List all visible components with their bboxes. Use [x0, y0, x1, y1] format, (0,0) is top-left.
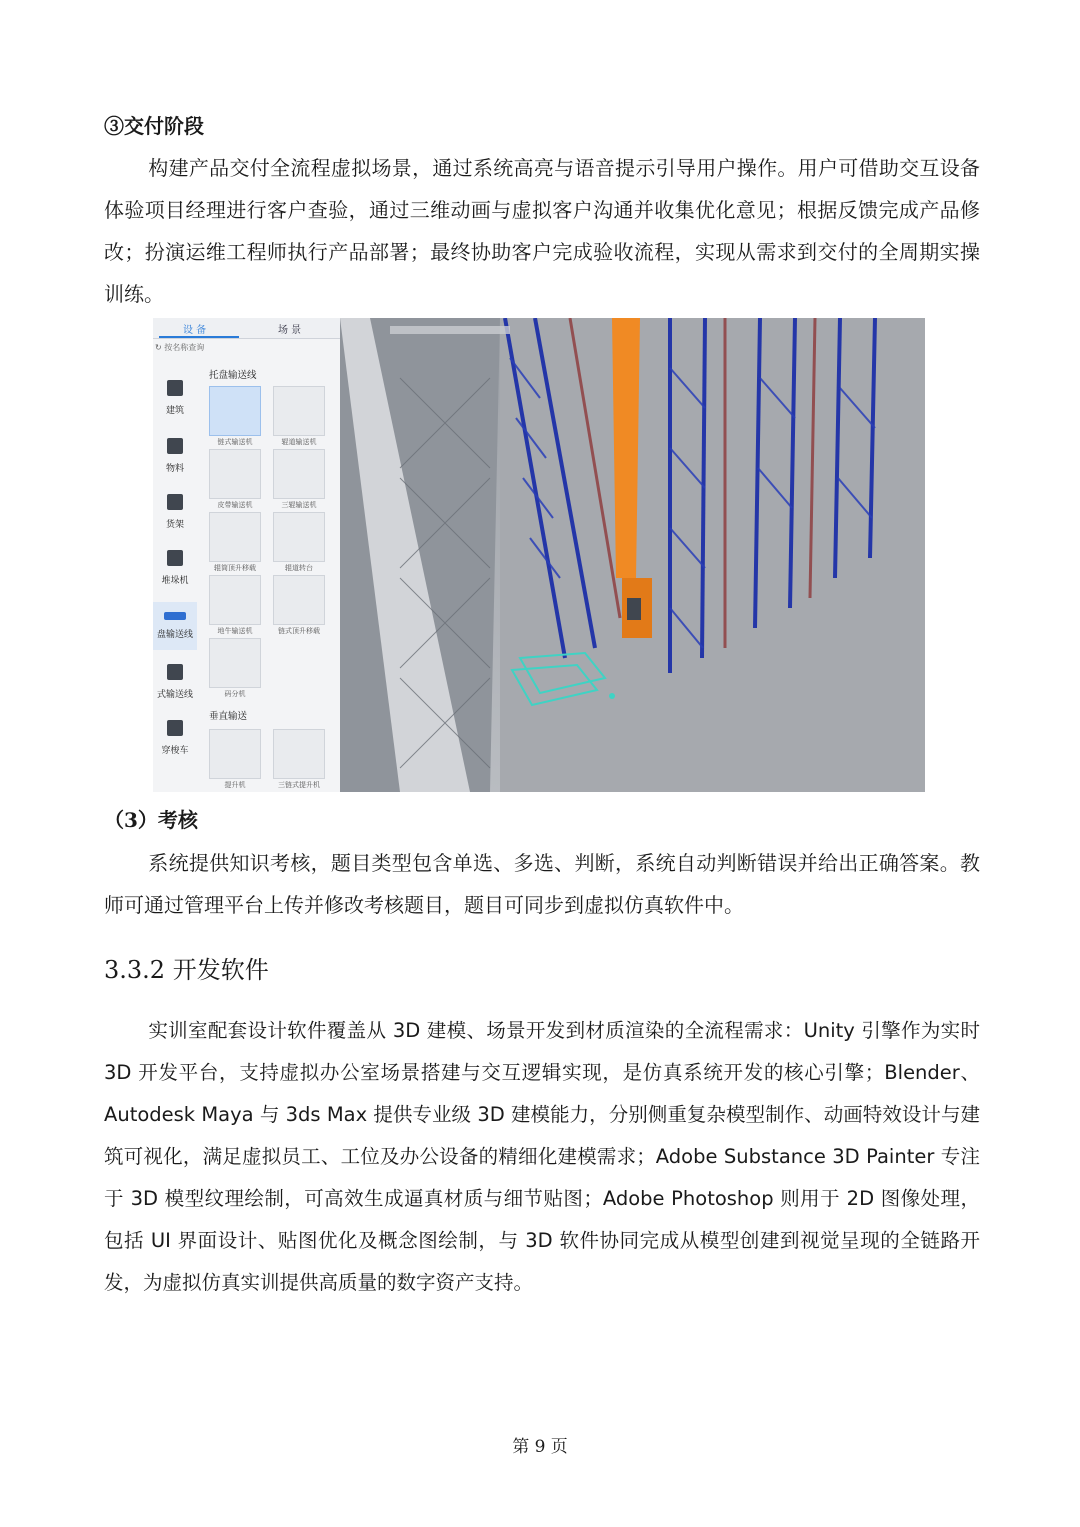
shuttle-icon [167, 720, 183, 736]
section-title: 3.3.2 开发软件 [104, 956, 269, 984]
equipment-tile[interactable] [273, 386, 325, 448]
active-tab-indicator [159, 336, 239, 338]
search-icon: ↻ [155, 343, 165, 352]
equipment-thumbnail [209, 512, 261, 562]
category-label: 式输送线 [156, 690, 193, 700]
3d-warehouse-viewport[interactable] [340, 318, 925, 792]
delivery-stage-paragraph [104, 147, 980, 315]
equipment-caption: 辊筒顶升移载 [214, 564, 256, 572]
category-label: 建筑 [165, 406, 184, 416]
building-icon [167, 380, 183, 396]
category-pallet-conveyor[interactable] [153, 602, 197, 650]
equipment-caption: 辊道转台 [285, 564, 313, 572]
category-material[interactable] [153, 434, 197, 482]
equipment-panel [153, 318, 341, 792]
group-title-vertical: 垂直输送 [209, 711, 248, 722]
equipment-caption: 皮带输送机 [217, 501, 253, 509]
equipment-thumbnail [209, 449, 261, 499]
category-stacker[interactable] [153, 546, 197, 594]
equipment-tile[interactable] [273, 449, 325, 511]
equipment-thumbnail [273, 512, 325, 562]
search-input[interactable] [155, 342, 204, 353]
category-chain-conveyor[interactable] [153, 660, 197, 708]
equipment-tile[interactable] [209, 449, 261, 511]
material-icon [167, 438, 183, 454]
category-shuttle[interactable] [153, 716, 197, 764]
page-number: 第 9 页 [512, 1437, 568, 1457]
category-label: 盘输送线 [156, 630, 193, 640]
warehouse-scene-image [340, 318, 925, 792]
stacker-icon [167, 550, 183, 566]
equipment-caption: 三辊输送机 [281, 501, 317, 509]
software-screenshot-figure [153, 318, 925, 792]
equipment-tile[interactable] [273, 729, 325, 791]
assessment-heading: （3）考核 [104, 808, 198, 832]
equipment-tile[interactable] [209, 575, 261, 637]
equipment-caption: 辊道输送机 [281, 438, 317, 446]
equipment-thumbnail [273, 575, 325, 625]
category-label: 货架 [165, 520, 184, 530]
category-label: 物料 [165, 464, 184, 474]
assessment-text: 系统提供知识考核，题目类型包含单选、多选、判断，系统自动判断错误并给出正确答案。教师可通过管理平台上传并修改考核题目，题目可同步到虚拟仿真软件中。 [104, 851, 980, 917]
software-text: 实训室配套设计软件覆盖从 3D 建模、场景开发到材质渲染的全流程需求：Unity 引擎作为实时 3D 开发平台，支持虚拟办公室场景搭建与交互逻辑实现，是仿真系统开发的核心引擎；Blender、Autodesk Maya 与 3ds Max 提供专业级 3D 建模能力，分别侧重复杂模型制作、动画特效设计与建筑可视化，满足虚拟员工、工位及办公设备的精细化建模需求；Adobe Substance 3D Painter 专注于 3D 模型纹理绘制，可高效生成逼真材质与细节贴图；Adobe Photoshop 则用于 2D 图像处理，包括 UI 界面设计、贴图优化及概念图绘制，与 3D 软件协同完成从模型创建到视觉呈现的全链路开发，为虚拟仿真实训提供高质量的数字资产支持。 [104, 1019, 980, 1294]
delivery-stage-text: 构建产品交付全流程虚拟场景，通过系统高亮与语音提示引导用户操作。用户可借助交互设备体验项目经理进行客户查验，通过三维动画与虚拟客户沟通并收集优化意见；根据反馈完成产品修改；扮演运维工程师执行产品部署；最终协助客户完成验收流程，实现从需求到交付的全周期实操训练。 [104, 156, 980, 306]
equipment-tile[interactable] [273, 575, 325, 637]
equipment-thumbnail [209, 638, 261, 688]
equipment-caption: 三链式提升机 [278, 781, 320, 789]
equipment-tile[interactable] [209, 386, 261, 448]
equipment-tile[interactable] [273, 512, 325, 574]
tab-equipment[interactable]: 设 备 [183, 325, 207, 336]
conveyor-icon [167, 664, 183, 680]
equipment-thumbnail [273, 386, 325, 436]
equipment-caption: 码分机 [224, 690, 246, 698]
equipment-caption: 地牛输送机 [217, 627, 253, 635]
search-placeholder: 按名称查询 [164, 343, 205, 352]
category-label: 堆垛机 [161, 576, 189, 586]
software-paragraph [104, 1010, 980, 1304]
group-title-pallet: 托盘输送线 [209, 370, 257, 381]
equipment-thumbnail [273, 729, 325, 779]
equipment-caption: 链式输送机 [217, 438, 253, 446]
panel-tabs [153, 318, 340, 339]
equipment-tile[interactable] [209, 512, 261, 574]
category-shelf[interactable] [153, 490, 197, 538]
equipment-thumbnail [209, 386, 261, 436]
category-label: 穿梭车 [161, 746, 189, 756]
tab-scene[interactable]: 场 景 [278, 325, 302, 336]
category-building[interactable] [153, 376, 197, 424]
equipment-thumbnail [209, 729, 261, 779]
delivery-stage-heading: ③交付阶段 [104, 114, 204, 138]
equipment-thumbnail [273, 449, 325, 499]
equipment-caption: 提升机 [224, 781, 246, 789]
equipment-thumbnail [209, 575, 261, 625]
equipment-tile[interactable] [209, 638, 261, 700]
assessment-paragraph [104, 842, 980, 926]
pallet-conveyor-icon [164, 612, 186, 620]
equipment-caption: 链式顶升移载 [278, 627, 320, 635]
shelf-icon [167, 494, 183, 510]
equipment-tile[interactable] [209, 729, 261, 791]
